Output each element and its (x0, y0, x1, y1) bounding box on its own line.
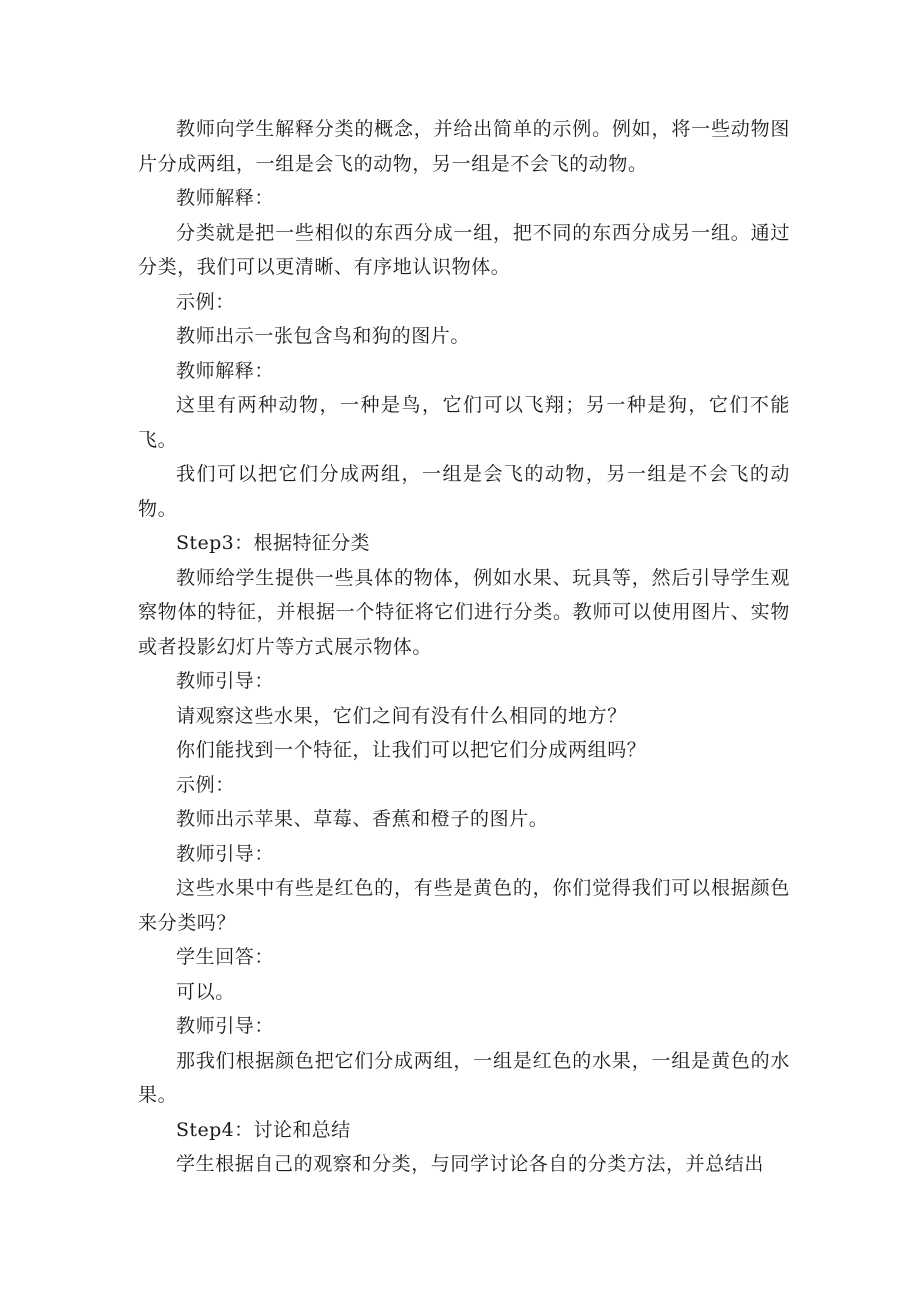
paragraph-observe-fruits: 请观察这些水果，它们之间有没有什么相同的地方？ (176, 704, 627, 727)
paragraph-label-teacher-guide: 教师引导： (176, 670, 275, 692)
paragraph-intro: 教师向学生解释分类的概念，并给出简单的示例。例如，将一些动物图片分成两组，一组是会飞的动物，另一组是不会飞的动物。 (138, 118, 790, 175)
paragraph-label-teacher-guide-3: 教师引导： (176, 1015, 275, 1037)
paragraph-label-example: 示例： (176, 290, 235, 313)
paragraph-show-fruits: 教师出示苹果、草莓、香蕉和橙子的图片。 (176, 808, 549, 830)
paragraph-answer-yes: 可以。 (176, 980, 235, 1003)
paragraph-label-example-2: 示例： (176, 773, 235, 796)
step3-heading: Step3：根据特征分类 (176, 532, 370, 554)
paragraph-color-groups: 那我们根据颜色把它们分成两组，一组是红色的水果，一组是黄色的水果。 (138, 1049, 790, 1106)
document-page (138, 112, 790, 1182)
paragraph-discussion: 学生根据自己的观察和分类，与同学讨论各自的分类方法，并总结出 (176, 1153, 765, 1175)
paragraph-color-question: 这些水果中有些是红色的，有些是黄色的，你们觉得我们可以根据颜色来分类吗？ (138, 877, 790, 934)
paragraph-two-animals: 这里有两种动物，一种是鸟，它们可以飞翔；另一种是狗，它们不能飞。 (138, 394, 790, 451)
paragraph-label-teacher-explain: 教师解释： (176, 187, 275, 209)
paragraph-label-teacher-explain-2: 教师解释： (176, 359, 275, 382)
paragraph-classification-definition: 分类就是把一些相似的东西分成一组，把不同的东西分成另一组。通过分类，我们可以更清晰、有序地认识物体。 (138, 221, 790, 278)
step4-heading: Step4：讨论和总结 (176, 1118, 351, 1141)
paragraph-label-teacher-guide-2: 教师引导： (176, 842, 275, 865)
paragraph-show-bird-dog: 教师出示一张包含鸟和狗的图片。 (176, 325, 471, 347)
paragraph-find-feature: 你们能找到一个特征，让我们可以把它们分成两组吗？ (176, 739, 647, 761)
paragraph-two-groups: 我们可以把它们分成两组，一组是会飞的动物，另一组是不会飞的动物。 (138, 463, 790, 520)
paragraph-provide-objects: 教师给学生提供一些具体的物体，例如水果、玩具等，然后引导学生观察物体的特征，并根据一个特征将它们进行分类。教师可以使用图片、实物或者投影幻灯片等方式展示物体。 (138, 566, 790, 658)
paragraph-label-student-answer: 学生回答： (176, 946, 275, 968)
